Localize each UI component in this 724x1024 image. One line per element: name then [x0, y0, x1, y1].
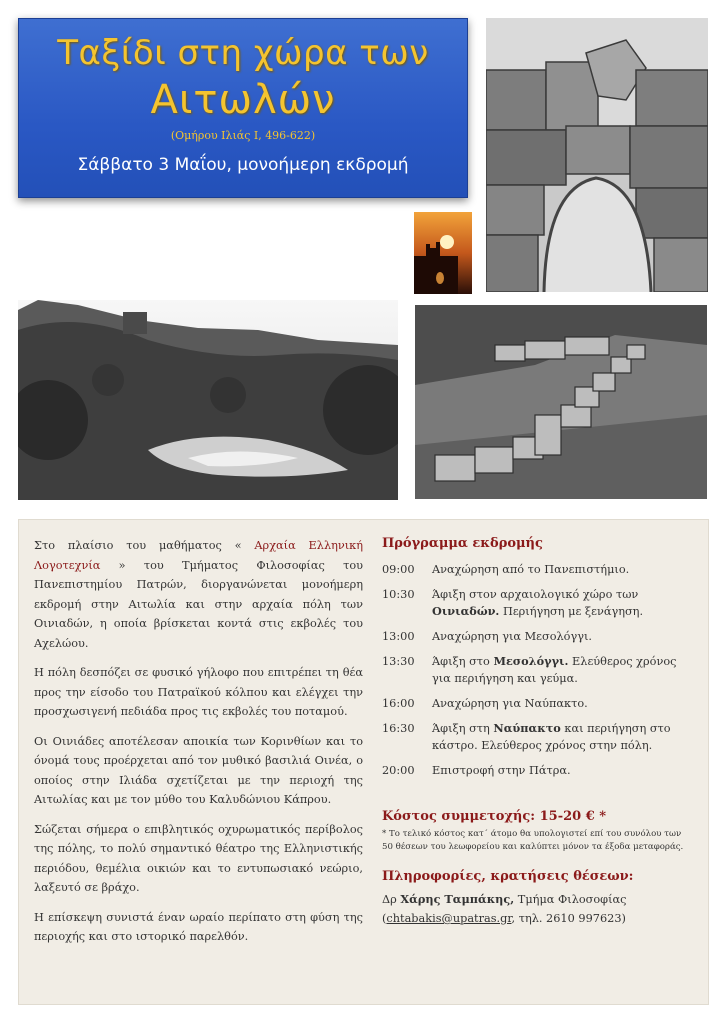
schedule-description: Επιστροφή στην Πάτρα.	[432, 764, 571, 777]
contact-email-link[interactable]: chtabakis@upatras.gr	[386, 912, 512, 925]
program-heading: Πρόγραμμα εκδρομής	[382, 536, 543, 551]
intro-paragraph-2: Η πόλη δεσπόζει σε φυσικό γήλοφο που επιτρέπει τη θέα προς την είσοδο του Πατραϊκού κόλπου και ελέγχει την προσχωσιγενή πεδιάδα προς τις εκβολές του ποταμού.	[34, 666, 363, 718]
schedule-row	[382, 762, 692, 779]
intro-paragraph-1	[34, 536, 363, 653]
program-column	[382, 536, 692, 928]
title-line-1: Ταξίδι στη χώρα των	[57, 33, 429, 73]
title-line-2: Αιτωλών	[150, 77, 336, 123]
contact-department: Τμήμα Φιλοσοφίας	[514, 893, 627, 906]
title-banner	[18, 18, 468, 198]
schedule-description: Άφιξη στον αρχαιολογικό χώρο των Οινιαδών. Περιήγηση με ξενάγηση.	[432, 588, 644, 618]
intro-text-rest: » του Τμήματος Φιλοσοφίας του Πανεπιστημίου Πατρών, διοργανώνεται μονοήμερη εκδρομή στην Αιτωλία και στην αρχαία πόλη των Οινιαδών, η οποία βρίσκεται κοντά στις εκβολές του Αχελώου.	[34, 558, 363, 650]
description-column	[34, 536, 363, 957]
intro-paragraph-5: Η επίσκεψη συνιστά έναν ωραίο περίπατο στη φύση της περιοχής και στο ιστορικό παρελθόν.	[34, 910, 363, 943]
schedule-row	[382, 561, 692, 578]
schedule-time: 10:30	[382, 588, 415, 601]
schedule-row	[382, 720, 692, 754]
schedule-description: Αναχώρηση για Μεσολόγγι.	[432, 630, 593, 643]
schedule-row	[382, 586, 692, 620]
schedule-description: Άφιξη στο Μεσολόγγι. Ελεύθερος χρόνος για περιήγηση και γεύμα.	[432, 654, 677, 685]
contact-heading: Πληροφορίες, κρατήσεις θέσεων:	[382, 869, 634, 884]
course-name: Αρχαία Ελληνική Λογοτεχνία	[34, 539, 363, 572]
schedule-row	[382, 653, 692, 687]
intro-paragraph-3: Οι Οινιάδες αποτέλεσαν αποικία των Κορινθίων και το όνομά τους προέρχεται από τον μυθικό βασιλιά Οινέα, ο οποίος στην Ιλιάδα σχετίζεται με την περιοχή της Αιτωλίας και με τον μύθο του Καλυδώνιου Κάπρου.	[34, 734, 363, 806]
schedule-time: 13:30	[382, 655, 415, 668]
schedule-row	[382, 695, 692, 712]
trip-date: Σάββατο 3 Μαΐου, μονοήμερη εκδρομή	[77, 155, 409, 175]
sunset-castle-photo	[414, 212, 472, 294]
contact-details	[382, 890, 692, 928]
cost-heading: Κόστος συμμετοχής: 15-20 € *	[382, 809, 607, 824]
schedule-row	[382, 628, 692, 645]
stone-arch-photo	[486, 18, 708, 292]
contact-phone: , τηλ. 2610 997623)	[511, 912, 626, 925]
contact-paren: (	[382, 912, 387, 925]
ancient-wall-blocks-photo	[415, 305, 707, 499]
schedule-time: 16:00	[382, 697, 415, 710]
schedule-time: 09:00	[382, 563, 415, 576]
schedule-time: 20:00	[382, 764, 415, 777]
intro-paragraph-4: Σώζεται σήμερα ο επιβλητικός οχυρωματικός περίβολος της πόλης, το πολύ σημαντικό θέατρο της Ελληνιστικής περιόδου, θεμέλια οικιών και το εντυπωσιακό νεώριο, λαξευτό σε βράχο.	[34, 822, 363, 894]
schedule-description: Αναχώρηση για Ναύπακτο.	[432, 697, 588, 710]
oiniades-landscape-photo	[18, 300, 398, 500]
schedule-time: 13:00	[382, 630, 415, 643]
contact-name: Χάρης Ταμπάκης,	[400, 892, 515, 906]
information-panel	[18, 519, 709, 1005]
schedule-description: Αναχώρηση από το Πανεπιστήμιο.	[432, 563, 630, 576]
contact-prefix: Δρ	[382, 893, 401, 906]
cost-note: * Το τελικό κόστος κατ΄ άτομο θα υπολογιστεί επί του συνόλου των 50 θέσεων του λεωφορείου και καλύπτει μόνον τα έξοδα μεταφοράς.	[382, 829, 684, 852]
schedule-time: 16:30	[382, 722, 415, 735]
homer-reference: (Ομήρου Ιλιάς Ι, 496-622)	[170, 129, 316, 142]
intro-text: Στο πλαίσιο του μαθήματος «	[34, 539, 255, 552]
schedule-description: Άφιξη στη Ναύπακτο και περιήγηση στο κάστρο. Ελεύθερος χρόνος στην πόλη.	[432, 721, 671, 752]
schedule-list	[382, 561, 692, 779]
